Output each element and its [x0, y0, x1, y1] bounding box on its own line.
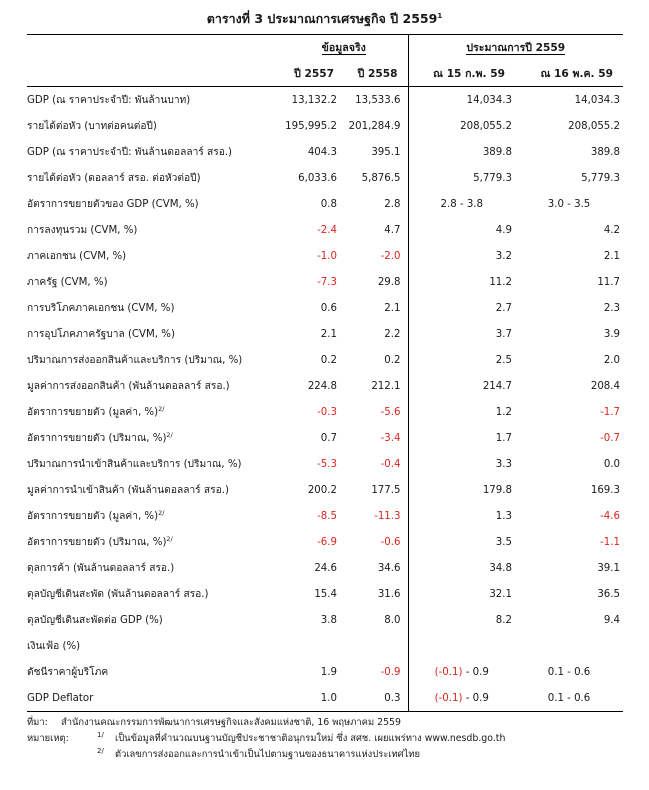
- table-row: [27, 425, 623, 451]
- cell-may59: 3.9: [603, 328, 621, 340]
- footnote-mark: 2/: [166, 535, 173, 543]
- table-row: [27, 399, 623, 425]
- cell-2558: 2.8: [384, 198, 401, 210]
- cell-may59: 2.1: [603, 250, 621, 262]
- table-row: [27, 685, 623, 712]
- table-row: [27, 113, 623, 139]
- row-label: เงินเฟ้อ (%): [27, 641, 81, 652]
- cell-may59: 208.4: [590, 380, 621, 392]
- cell-feb59: 389.8: [408, 139, 515, 165]
- source-text: สำนักงานคณะกรรมการพัฒนาการเศรษฐกิจและสังคมแห่งชาติ, 16 พฤษภาคม 2559: [61, 717, 401, 728]
- cell-2558: 34.6: [377, 562, 401, 574]
- cell-2558: 2.2: [384, 328, 401, 340]
- cell-2558: 4.7: [384, 224, 401, 236]
- cell-2557: 3.8: [320, 614, 337, 626]
- footnote-mark: 2/: [158, 405, 165, 413]
- cell-2558: 31.6: [377, 588, 401, 600]
- cell-feb59: 3.7: [408, 321, 515, 347]
- cell-2557: -1.0: [317, 250, 337, 262]
- table-row: [27, 633, 623, 659]
- cell-2558: 2.1: [384, 302, 401, 314]
- cell-may59: 5,779.3: [581, 172, 621, 184]
- forecast-table: [27, 34, 623, 712]
- cell-2557: 24.6: [314, 562, 337, 574]
- cell-2558: 395.1: [371, 146, 401, 158]
- cell-feb59: 2.8 - 3.8: [408, 191, 515, 217]
- cell-2557: 6,033.6: [298, 172, 337, 184]
- cell-feb59: 11.2: [408, 269, 515, 295]
- row-label: GDP (ณ ราคาประจำปี: พันล้านดอลลาร์ สรอ.): [27, 147, 233, 158]
- cell-2558: 212.1: [371, 380, 401, 392]
- cell-2557: 0.2: [320, 354, 337, 366]
- cell-may59: -1.1: [600, 536, 621, 548]
- cell-feb59: 1.2: [408, 399, 515, 425]
- cell-feb59: 208,055.2: [408, 113, 515, 139]
- cell-2558: -2.0: [380, 250, 401, 262]
- cell-feb59: 3.3: [408, 451, 515, 477]
- row-label: GDP Deflator: [27, 685, 280, 712]
- footnote-2-mark: 2/: [97, 747, 104, 755]
- cell-2558: -5.6: [380, 406, 401, 418]
- cell-2557: 0.7: [320, 432, 337, 444]
- cell-2557: 195,995.2: [285, 120, 337, 132]
- source-label: ที่มา:: [27, 717, 48, 728]
- col-header-2558: ปี 2558: [344, 60, 408, 87]
- table-row: [27, 243, 623, 269]
- cell-may59: 3.0 - 3.5: [547, 198, 591, 210]
- table-row: [27, 87, 623, 114]
- table-row: [27, 347, 623, 373]
- row-label: ปริมาณการนำเข้าสินค้าและบริการ (ปริมาณ, %): [27, 459, 242, 470]
- cell-feb59: (-0.1) - 0.9: [408, 659, 515, 685]
- footnote-mark: 2/: [166, 431, 173, 439]
- cell-may59: [515, 633, 623, 659]
- cell-may59: 0.1 - 0.6: [547, 666, 591, 678]
- cell-feb59: 8.2: [408, 607, 515, 633]
- cell-may59: 39.1: [597, 562, 621, 574]
- footnote-2-text: ตัวเลขการส่งออกและการนำเข้าเป็นไปตามฐานของธนาคารแห่งประเทศไทย: [115, 749, 421, 760]
- row-label: ดุลบัญชีเดินสะพัด (พันล้านดอลลาร์ สรอ.): [27, 589, 209, 600]
- row-label: รายได้ต่อหัว (ดอลลาร์ สรอ. ต่อหัวต่อปี): [27, 173, 201, 184]
- cell-2558: 0.2: [384, 354, 401, 366]
- cell-2557: 0.6: [320, 302, 337, 314]
- row-label: การอุปโภคภาครัฐบาล (CVM, %): [27, 329, 175, 340]
- cell-2557: -0.3: [317, 406, 337, 418]
- table-row: [27, 451, 623, 477]
- cell-may59: 14,034.3: [574, 94, 621, 106]
- cell-may59: -0.7: [600, 432, 621, 444]
- cell-may59: 0.1 - 0.6: [515, 685, 623, 712]
- table-row: [27, 295, 623, 321]
- table-row: [27, 581, 623, 607]
- cell-2557: -6.9: [317, 536, 337, 548]
- cell-feb59: 1.3: [408, 503, 515, 529]
- cell-2558: 201,284.9: [348, 120, 401, 132]
- cell-2557: 15.4: [314, 588, 337, 600]
- group-forecast-header: ประมาณการปี 2559: [466, 42, 566, 54]
- table-row: [27, 555, 623, 581]
- row-label: อัตราการขยายตัว (มูลค่า, %)$^{2/}$: [27, 405, 165, 418]
- row-label: มูลค่าการนำเข้าสินค้า (พันล้านดอลลาร์ สรอ.): [27, 485, 229, 496]
- cell-feb59: 14,034.3: [408, 87, 515, 114]
- table-row: [27, 269, 623, 295]
- cell-feb59: 1.7: [408, 425, 515, 451]
- table-row: [27, 477, 623, 503]
- cell-2558: 8.0: [384, 614, 401, 626]
- table-row: [27, 321, 623, 347]
- row-label: อัตราการขยายตัว (ปริมาณ, %)$^{2/}$: [27, 535, 173, 548]
- col-header-2557: ปี 2557: [280, 60, 344, 87]
- cell-feb59: 3.5: [408, 529, 515, 555]
- cell-2557: -8.5: [317, 510, 337, 522]
- cell-2557: [280, 633, 344, 659]
- cell-2557: 1.0: [280, 685, 344, 712]
- group-actual-header: ข้อมูลจริง: [321, 42, 366, 54]
- cell-may59: 2.3: [603, 302, 621, 314]
- row-label: ดัชนีราคาผู้บริโภค: [27, 667, 109, 678]
- cell-2557: 200.2: [307, 484, 337, 496]
- cell-2558: 13,533.6: [355, 94, 401, 106]
- row-label: ดุลบัญชีเดินสะพัดต่อ GDP (%): [27, 615, 163, 626]
- cell-2557: -5.3: [317, 458, 337, 470]
- table-row: [27, 139, 623, 165]
- cell-2558: -0.9: [380, 666, 401, 678]
- row-label: อัตราการขยายตัว (มูลค่า, %)$^{2/}$: [27, 509, 165, 522]
- row-label: มูลค่าการส่งออกสินค้า (พันล้านดอลลาร์ สรอ.): [27, 381, 230, 392]
- remark-label: หมายเหตุ:: [27, 733, 69, 744]
- cell-may59: 389.8: [590, 146, 621, 158]
- table-row: [27, 529, 623, 555]
- cell-2558: -0.4: [380, 458, 401, 470]
- cell-feb59: 2.7: [408, 295, 515, 321]
- cell-2557: -7.3: [317, 276, 337, 288]
- cell-feb59: 2.5: [408, 347, 515, 373]
- row-label: รายได้ต่อหัว (บาทต่อคนต่อปี): [27, 121, 157, 132]
- footnote-1-text: เป็นข้อมูลที่คำนวณบนฐานบัญชีประชาชาติอนุกรมใหม่ ซึ่ง สศช. เผยแพร่ทาง www.nesdb.go.th: [115, 733, 506, 744]
- cell-may59: -1.7: [600, 406, 621, 418]
- table-notes: [27, 716, 627, 764]
- cell-may59: -4.6: [600, 510, 621, 522]
- row-label: ปริมาณการส่งออกสินค้าและบริการ (ปริมาณ, %): [27, 355, 243, 366]
- table-row: [27, 659, 623, 685]
- cell-2558: 29.8: [377, 276, 401, 288]
- table-row: [27, 191, 623, 217]
- cell-2558: 5,876.5: [361, 172, 401, 184]
- cell-may59: 0.0: [603, 458, 621, 470]
- table-title: ตารางที่ 3 ประมาณการเศรษฐกิจ ปี 2559$^1$: [206, 11, 443, 26]
- cell-2557: 1.9: [320, 666, 337, 678]
- table-row: [27, 503, 623, 529]
- cell-2558: -3.4: [380, 432, 401, 444]
- cell-feb59: 214.7: [408, 373, 515, 399]
- cell-may59: 208,055.2: [568, 120, 621, 132]
- cell-feb59: 4.9: [408, 217, 515, 243]
- cell-2557: -2.4: [317, 224, 337, 236]
- row-label: ดุลการค้า (พันล้านดอลลาร์ สรอ.): [27, 563, 175, 574]
- cell-2557: 0.8: [320, 198, 337, 210]
- cell-feb59: 32.1: [408, 581, 515, 607]
- cell-feb59: 179.8: [408, 477, 515, 503]
- cell-2558: 177.5: [371, 484, 401, 496]
- cell-feb59: 5,779.3: [408, 165, 515, 191]
- cell-2558: 0.3: [344, 685, 408, 712]
- table-row: [27, 607, 623, 633]
- cell-may59: 169.3: [590, 484, 621, 496]
- cell-may59: 4.2: [603, 224, 621, 236]
- row-label: อัตราการขยายตัว (ปริมาณ, %)$^{2/}$: [27, 431, 173, 444]
- cell-2558: -11.3: [374, 510, 401, 522]
- cell-may59: 9.4: [603, 614, 621, 626]
- cell-2557: 404.3: [307, 146, 337, 158]
- cell-2557: 13,132.2: [291, 94, 337, 106]
- footnote-1-mark: 1/: [97, 731, 104, 739]
- cell-may59: 11.7: [597, 276, 621, 288]
- col-header-feb59: ณ 15 ก.พ. 59: [408, 60, 515, 87]
- table-row: [27, 217, 623, 243]
- footnote-mark: 2/: [158, 509, 165, 517]
- title-footnote-mark: 1: [437, 11, 443, 20]
- table-row: [27, 373, 623, 399]
- row-label: ภาคเอกชน (CVM, %): [27, 251, 127, 262]
- cell-may59: 2.0: [603, 354, 621, 366]
- cell-may59: 36.5: [597, 588, 621, 600]
- row-label: อัตราการขยายตัวของ GDP (CVM, %): [27, 199, 199, 210]
- cell-2558: -0.6: [380, 536, 401, 548]
- cell-2557: 224.8: [307, 380, 337, 392]
- cell-2557: 2.1: [320, 328, 337, 340]
- table-row: [27, 165, 623, 191]
- row-label: การบริโภคภาคเอกชน (CVM, %): [27, 303, 175, 314]
- col-header-may59: ณ 16 พ.ค. 59: [515, 60, 623, 87]
- cell-2558: [344, 633, 408, 659]
- cell-feb59: [408, 633, 515, 659]
- row-label: การลงทุนรวม (CVM, %): [27, 225, 138, 236]
- cell-feb59: 34.8: [408, 555, 515, 581]
- cell-feb59: (-0.1) - 0.9: [408, 685, 515, 712]
- cell-feb59: 3.2: [408, 243, 515, 269]
- row-label: GDP (ณ ราคาประจำปี: พันล้านบาท): [27, 95, 191, 106]
- row-label: ภาครัฐ (CVM, %): [27, 277, 108, 288]
